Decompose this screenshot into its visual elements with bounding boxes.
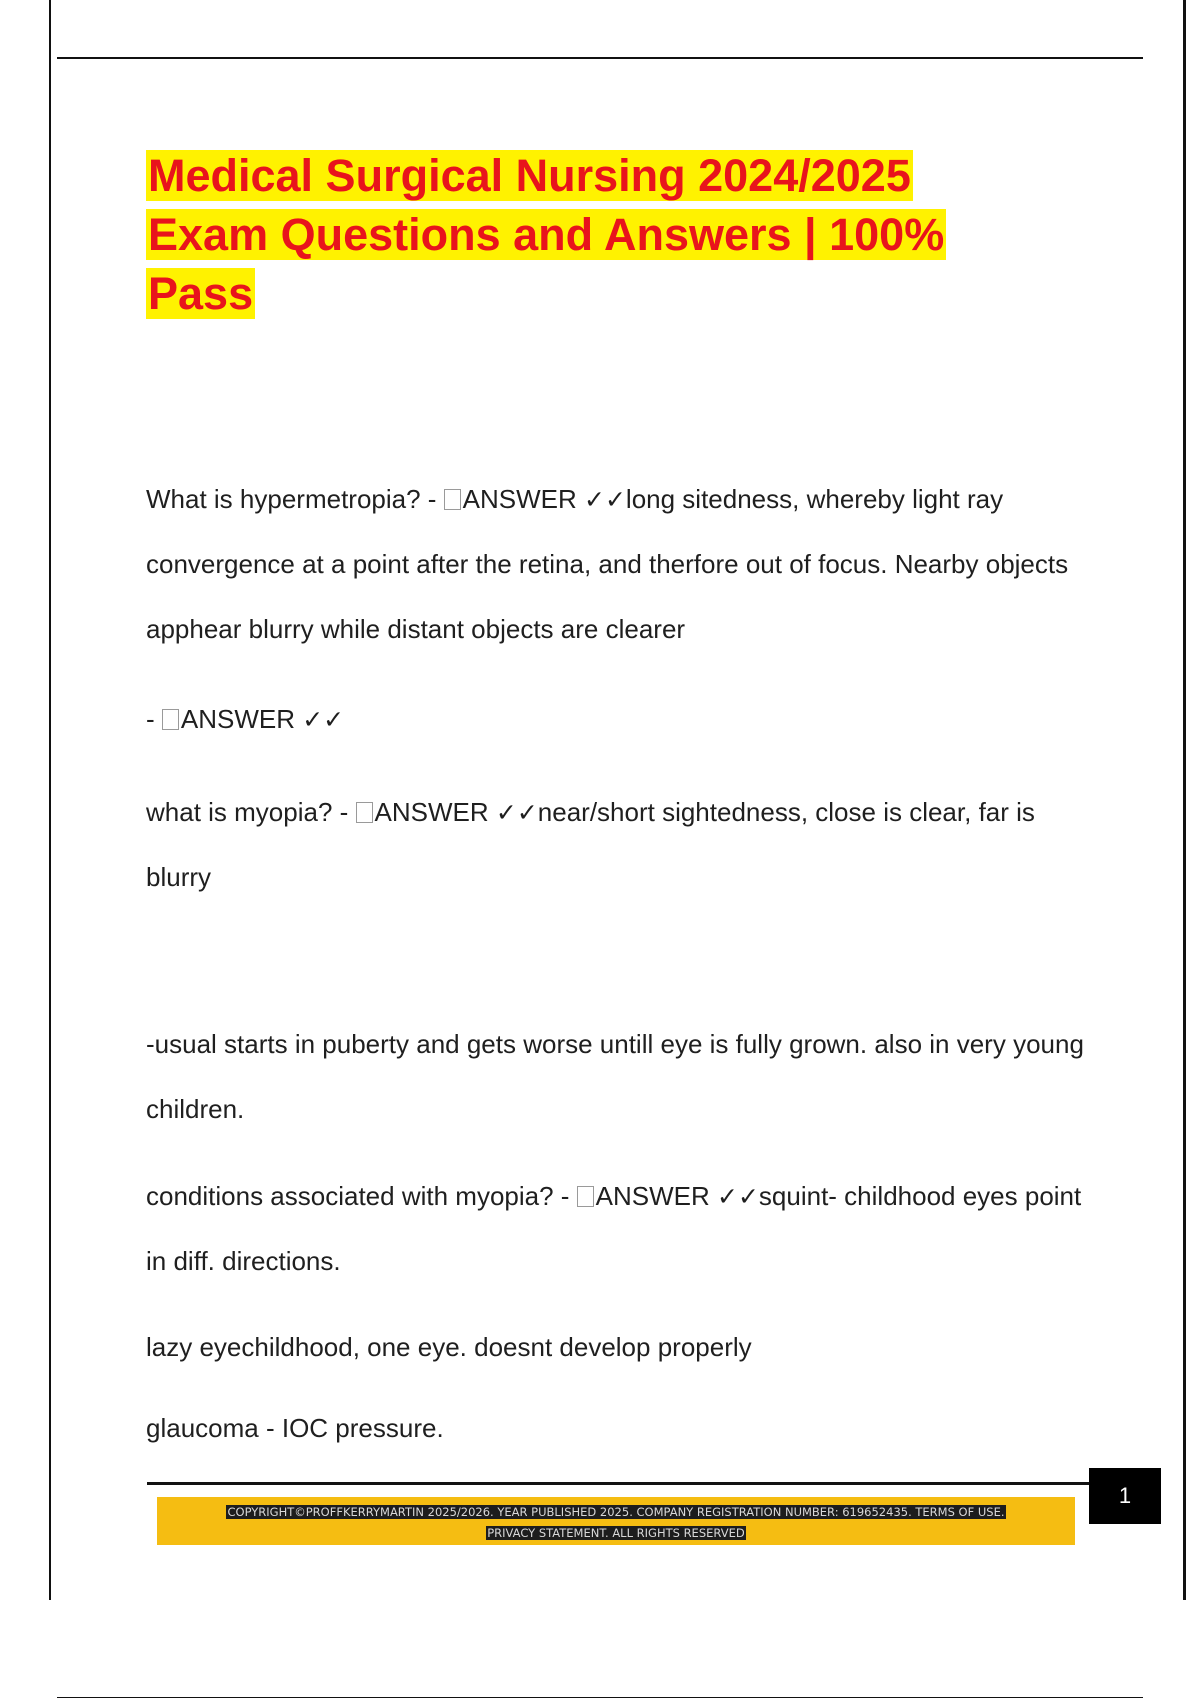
answer-label: ANSWER — [462, 484, 585, 514]
box-glyph-icon — [162, 709, 179, 730]
lazy-eye-note: lazy eyechildhood, one eye. doesnt develop properly — [146, 1332, 752, 1362]
copyright-line-1: COPYRIGHT©PROFFKERRYMARTIN 2025/2026. YEAR PUBLISHED 2025. COMPANY REGISTRATION NUMBER: 619652435. TERMS OF USE. — [227, 1505, 1005, 1519]
title-line-2: Exam Questions and Answers | 100% — [148, 209, 945, 260]
page-number: 1 — [1089, 1468, 1161, 1524]
double-check-icon: ✓✓ — [584, 485, 626, 514]
box-glyph-icon — [577, 1186, 594, 1207]
double-check-icon: ✓✓ — [717, 1182, 759, 1211]
double-check-icon: ✓✓ — [495, 798, 538, 827]
question-text: conditions associated with myopia? - — [146, 1181, 577, 1211]
page-right-border — [1183, 0, 1186, 1600]
document-title — [146, 146, 1046, 323]
bottom-rule — [57, 1697, 1143, 1698]
answer-text: near/short sightedness, close is clear, far is blurry — [146, 797, 1035, 892]
answer-text: long sitedness, whereby light ray convergence at a point after the retina, and therfore out of focus. Nearby objects apphear blurry while distant objects are clearer — [146, 484, 1069, 644]
title-line-3: Pass — [148, 268, 254, 319]
answer-label: ANSWER — [595, 1181, 718, 1211]
qa-conditions-myopia — [146, 1164, 1096, 1294]
qa-myopia — [146, 780, 1096, 910]
page-left-border — [49, 0, 51, 1600]
footer-rule — [147, 1482, 1089, 1485]
myopia-note: -usual starts in puberty and gets worse untill eye is fully grown. also in very young children. — [146, 1029, 1084, 1124]
title-line-1: Medical Surgical Nursing 2024/2025 — [148, 150, 911, 201]
double-check-icon: ✓✓ — [302, 705, 345, 734]
answer-label: ANSWER — [180, 704, 303, 734]
answer-text: squint- childhood eyes point in diff. directions. — [146, 1181, 1082, 1276]
question-text: - — [146, 704, 162, 734]
box-glyph-icon — [356, 802, 373, 823]
box-glyph-icon — [444, 489, 461, 510]
question-text: what is myopia? - — [146, 797, 356, 827]
copyright-notice — [170, 1502, 1062, 1544]
glaucoma-note: glaucoma - IOC pressure. — [146, 1413, 444, 1443]
copyright-line-2: PRIVACY STATEMENT. ALL RIGHTS RESERVED — [487, 1526, 745, 1540]
qa-hypermetropia — [146, 467, 1096, 662]
qa-empty-answer — [146, 687, 1096, 752]
header-rule — [57, 57, 1143, 59]
question-text: What is hypermetropia? - — [146, 484, 444, 514]
answer-label: ANSWER — [374, 797, 496, 827]
